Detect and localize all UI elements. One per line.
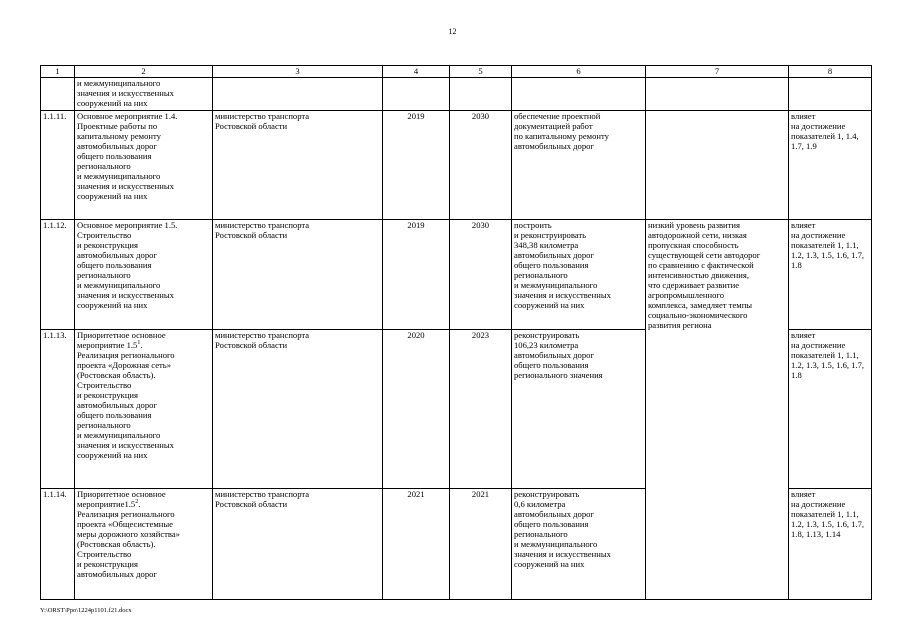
table-row <box>41 220 872 330</box>
footnote-marker: 1 <box>137 340 141 347</box>
end-year-cell <box>450 78 512 111</box>
measure-name-cell <box>75 330 213 489</box>
start-year-cell: 2019 <box>383 111 450 220</box>
measure-name-text: . Реализация регионального проекта «Общесистемные меры дорожного хозяйства» (Ростовская область). Строительство и реконструкция автомобильных дорог <box>77 499 180 579</box>
column-header: 7 <box>646 66 789 78</box>
measure-name-cell: Основное мероприятие 1.5. Строительство и реконструкция автомобильных дорог общего пользования регионального и межмуниципального значения и искусственных сооружений на них <box>75 220 213 330</box>
row-number-cell: 1.1.12. <box>41 220 75 330</box>
consequence-cell <box>646 78 789 111</box>
table-row-continuation <box>41 78 872 111</box>
file-path-footer: Y:\ORST\Ppo\1224p1101.f21.docx <box>40 607 132 614</box>
consequence-cell: низкий уровень развития автодорожной сети, низкая пропускная способность существующей сети автодорог по сравнению с фактической интенсивностью движения, что сдерживает развитие агропромышленного комплекса, замедляет темпы социально-экономического развития региона <box>646 220 789 600</box>
executor-cell: министерство транспорта Ростовской области <box>213 489 383 600</box>
start-year-cell: 2019 <box>383 220 450 330</box>
end-year-cell: 2023 <box>450 330 512 489</box>
result-cell: реконструировать 0,6 километра автомобильных дорог общего пользования регионального и межмуниципального значения и искусственных сооружений на них <box>512 489 646 600</box>
measure-name-text: . Реализация регионального проекта «Дорожная сеть» (Ростовская область). Строительство и реконструкция автомобильных дорог общего пользования регионального и межмуниципального значения и искусственных сооружений на них <box>77 340 175 460</box>
row-number-cell: 1.1.13. <box>41 330 75 489</box>
row-number-cell <box>41 78 75 111</box>
column-header: 8 <box>789 66 872 78</box>
measures-table <box>40 65 872 600</box>
footnote-marker: 2 <box>135 499 139 506</box>
row-number-cell: 1.1.11. <box>41 111 75 220</box>
start-year-cell: 2020 <box>383 330 450 489</box>
page-number: 12 <box>448 27 457 36</box>
indicator-effect-cell: влияет на достижение показателей 1, 1.1, 1.2, 1.3, 1.5, 1.6, 1.7, 1.8 <box>789 330 872 489</box>
executor-cell <box>213 78 383 111</box>
measure-name-text: Приоритетное основное мероприятие1.5 <box>77 489 166 509</box>
measure-name-text: Приоритетное основное мероприятие 1.5 <box>77 330 166 350</box>
measure-name-cell: Основное мероприятие 1.4. Проектные работы по капитальному ремонту автомобильных дорог общего пользования регионального и межмуниципального значения и искусственных сооружений на них <box>75 111 213 220</box>
indicator-effect-cell: влияет на достижение показателей 1, 1.4, 1.7, 1.9 <box>789 111 872 220</box>
executor-cell: министерство транспорта Ростовской области <box>213 330 383 489</box>
column-header: 4 <box>383 66 450 78</box>
executor-cell: министерство транспорта Ростовской области <box>213 111 383 220</box>
measure-name-cell <box>75 489 213 600</box>
end-year-cell: 2030 <box>450 111 512 220</box>
indicator-effect-cell <box>789 78 872 111</box>
column-header: 1 <box>41 66 75 78</box>
end-year-cell: 2021 <box>450 489 512 600</box>
table-header-row <box>41 66 872 78</box>
result-cell: построить и реконструировать 348,38 километра автомобильных дорог общего пользования регионального и межмуниципального значения и искусственных сооружений на них <box>512 220 646 330</box>
start-year-cell <box>383 78 450 111</box>
executor-cell: министерство транспорта Ростовской области <box>213 220 383 330</box>
column-header: 3 <box>213 66 383 78</box>
table-row <box>41 111 872 220</box>
column-header: 2 <box>75 66 213 78</box>
result-cell <box>512 78 646 111</box>
column-header: 5 <box>450 66 512 78</box>
start-year-cell: 2021 <box>383 489 450 600</box>
indicator-effect-cell: влияет на достижение показателей 1, 1.1, 1.2, 1.3, 1.5, 1.6, 1.7, 1.8 <box>789 220 872 330</box>
end-year-cell: 2030 <box>450 220 512 330</box>
column-header: 6 <box>512 66 646 78</box>
result-cell: реконструировать 106,23 километра автомобильных дорог общего пользования регионального значения <box>512 330 646 489</box>
row-number-cell: 1.1.14. <box>41 489 75 600</box>
measure-name-cell: и межмуниципального значения и искусственных сооружений на них <box>75 78 213 111</box>
consequence-cell <box>646 111 789 220</box>
result-cell: обеспечение проектной документацией работ по капитальному ремонту автомобильных дорог <box>512 111 646 220</box>
indicator-effect-cell: влияет на достижение показателей 1, 1.1, 1.2, 1.3, 1.5, 1.6, 1.7, 1.8, 1.13, 1.14 <box>789 489 872 600</box>
